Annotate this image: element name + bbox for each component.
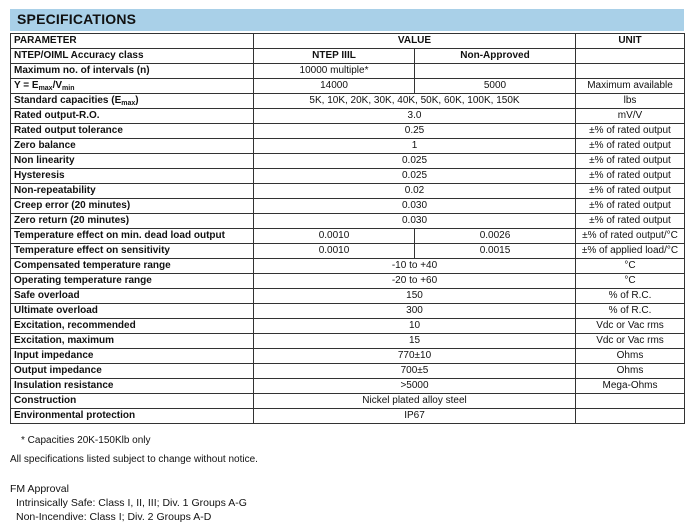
value-ntep: 10000 multiple* [254, 64, 415, 79]
label-part: Y = E [14, 80, 39, 91]
table-row [11, 379, 685, 394]
unit-cell: mV/V [576, 109, 685, 124]
value-cell: 3.0 [254, 109, 576, 124]
label-subscript: min [62, 85, 75, 92]
unit-cell: °C [576, 259, 685, 274]
table-row [11, 334, 685, 349]
value-cell: 10 [254, 319, 576, 334]
value-non-approved: 0.0015 [415, 244, 576, 259]
value-non-approved: Non-Approved [415, 49, 576, 64]
unit-cell [576, 409, 685, 424]
table-header-row [11, 34, 685, 49]
table-row [11, 349, 685, 364]
label-subscript: max [121, 100, 136, 107]
table-row [11, 139, 685, 154]
table-row [11, 124, 685, 139]
unit-cell: ±% of rated output [576, 124, 685, 139]
param-label: Operating temperature range [11, 274, 254, 289]
table-row [11, 364, 685, 379]
table-row [11, 169, 685, 184]
table-row-y [11, 79, 685, 94]
value-cell: 0.025 [254, 169, 576, 184]
footnote: * Capacities 20K-150Klb only [21, 435, 151, 446]
value-cell: >5000 [254, 379, 576, 394]
unit-cell: Vdc or Vac rms [576, 319, 685, 334]
label-part: ) [135, 95, 139, 106]
value-ntep: NTEP IIIL [254, 49, 415, 64]
table-row-intervals [11, 64, 685, 79]
fm-line-intrinsic: Intrinsically Safe: Class I, II, III; Div. 1 Groups A-G [16, 497, 247, 509]
fm-line-nonincendive: Non-Incendive: Class I; Div. 2 Groups A-D [16, 511, 212, 523]
param-label: Ultimate overload [11, 304, 254, 319]
value-non-approved [415, 64, 576, 79]
unit-cell: lbs [576, 94, 685, 109]
param-label: Output impedance [11, 364, 254, 379]
unit-cell: % of R.C. [576, 304, 685, 319]
unit-cell: ±% of applied load/°C [576, 244, 685, 259]
table-row [11, 304, 685, 319]
value-cell: 0.25 [254, 124, 576, 139]
fm-title: FM Approval [10, 483, 69, 495]
param-label: Zero return (20 minutes) [11, 214, 254, 229]
value-cell: -10 to +40 [254, 259, 576, 274]
value-cell: Nickel plated alloy steel [254, 394, 576, 409]
value-cell: 0.02 [254, 184, 576, 199]
fm-approval [10, 482, 247, 524]
param-label: Creep error (20 minutes) [11, 199, 254, 214]
param-label: Insulation resistance [11, 379, 254, 394]
param-label: Maximum no. of intervals (n) [11, 64, 254, 79]
value-cell: 150 [254, 289, 576, 304]
table-row-capacities [11, 94, 685, 109]
unit-cell: ±% of rated output [576, 214, 685, 229]
param-label: Non linearity [11, 154, 254, 169]
disclaimer: All specifications listed subject to change without notice. [10, 454, 258, 465]
section-title-bar [10, 9, 684, 31]
table-row [11, 229, 685, 244]
header-value: VALUE [254, 34, 576, 49]
label-part: /V [52, 80, 63, 91]
table-row [11, 394, 685, 409]
param-label [11, 94, 254, 109]
table-row [11, 259, 685, 274]
value-ntep: 14000 [254, 79, 415, 94]
param-label: Excitation, recommended [11, 319, 254, 334]
table-row [11, 214, 685, 229]
header-parameter: PARAMETER [11, 34, 254, 49]
table-row [11, 109, 685, 124]
value-cell: 15 [254, 334, 576, 349]
unit-cell: Ohms [576, 364, 685, 379]
param-label: Rated output tolerance [11, 124, 254, 139]
unit-cell: ±% of rated output/°C [576, 229, 685, 244]
table-row-accuracy [11, 49, 685, 64]
unit-cell: ±% of rated output [576, 184, 685, 199]
param-label: Compensated temperature range [11, 259, 254, 274]
param-label [11, 79, 254, 94]
param-label: Hysteresis [11, 169, 254, 184]
unit-cell: ±% of rated output [576, 139, 685, 154]
table-row [11, 409, 685, 424]
unit-cell [576, 49, 685, 64]
value-ntep: 0.0010 [254, 229, 415, 244]
value-non-approved: 0.0026 [415, 229, 576, 244]
label-part: Standard capacities (E [14, 95, 122, 106]
page-title: SPECIFICATIONS [17, 11, 137, 27]
param-label: Excitation, maximum [11, 334, 254, 349]
value-cell: -20 to +60 [254, 274, 576, 289]
param-label: Input impedance [11, 349, 254, 364]
param-label: Rated output-R.O. [11, 109, 254, 124]
value-cell: 5K, 10K, 20K, 30K, 40K, 50K, 60K, 100K, 150K [254, 94, 576, 109]
unit-cell [576, 64, 685, 79]
param-label: Temperature effect on sensitivity [11, 244, 254, 259]
value-cell: 0.025 [254, 154, 576, 169]
param-label: Zero balance [11, 139, 254, 154]
unit-cell: ±% of rated output [576, 169, 685, 184]
value-cell: 0.030 [254, 214, 576, 229]
unit-cell: °C [576, 274, 685, 289]
unit-cell: ±% of rated output [576, 154, 685, 169]
table-row [11, 184, 685, 199]
param-label: NTEP/OIML Accuracy class [11, 49, 254, 64]
unit-cell: Vdc or Vac rms [576, 334, 685, 349]
label-subscript: max [38, 85, 53, 92]
specifications-table [10, 33, 685, 424]
value-cell: 770±10 [254, 349, 576, 364]
value-ntep: 0.0010 [254, 244, 415, 259]
param-label: Construction [11, 394, 254, 409]
table-row [11, 289, 685, 304]
unit-cell: Ohms [576, 349, 685, 364]
table-row [11, 244, 685, 259]
param-label: Safe overload [11, 289, 254, 304]
table-row [11, 199, 685, 214]
table-row [11, 154, 685, 169]
unit-cell: Mega-Ohms [576, 379, 685, 394]
value-cell: 700±5 [254, 364, 576, 379]
unit-cell [576, 394, 685, 409]
table-row [11, 274, 685, 289]
param-label: Environmental protection [11, 409, 254, 424]
table-row [11, 319, 685, 334]
value-cell: 1 [254, 139, 576, 154]
unit-cell: Maximum available [576, 79, 685, 94]
value-cell: 300 [254, 304, 576, 319]
unit-cell: ±% of rated output [576, 199, 685, 214]
value-non-approved: 5000 [415, 79, 576, 94]
param-label: Temperature effect on min. dead load output [11, 229, 254, 244]
value-cell: 0.030 [254, 199, 576, 214]
value-cell: IP67 [254, 409, 576, 424]
unit-cell: % of R.C. [576, 289, 685, 304]
param-label: Non-repeatability [11, 184, 254, 199]
header-unit: UNIT [576, 34, 685, 49]
